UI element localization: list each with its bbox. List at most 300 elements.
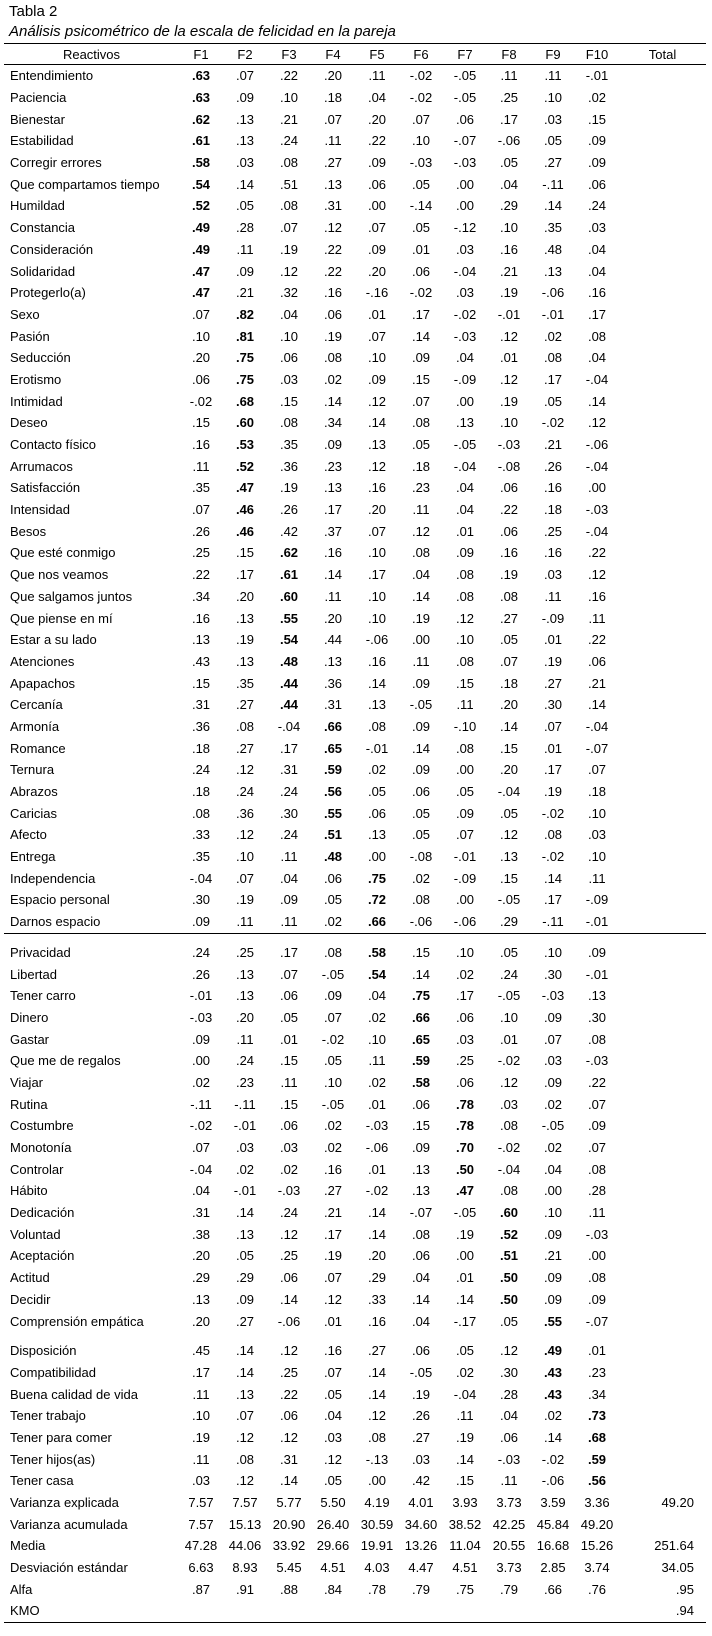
item-row — [4, 1383, 706, 1405]
total-cell — [619, 1310, 706, 1332]
loading-cell: .31 — [279, 1451, 299, 1467]
row-label: Consideración — [10, 241, 94, 257]
total-cell — [619, 867, 706, 889]
loading-cell: .10 — [279, 90, 299, 106]
loading-cell: .79 — [411, 1581, 431, 1597]
row-label: Media — [10, 1538, 46, 1554]
loading-cell: .30 — [543, 966, 563, 982]
loading-cell: .09 — [411, 350, 431, 366]
loading-cell: .14 — [411, 966, 431, 982]
total-cell — [619, 564, 706, 586]
total-cell — [619, 586, 706, 608]
loading-cell: .01 — [499, 1031, 519, 1047]
loading-cell: .31 — [191, 697, 211, 713]
loading-cell: .27 — [499, 610, 519, 626]
loading-cell: .05 — [455, 784, 475, 800]
loading-cell: .11 — [368, 68, 386, 84]
loading-cell: .05 — [235, 198, 255, 214]
item-row — [4, 434, 706, 456]
row-label: Varianza explicada — [10, 1495, 119, 1511]
total-cell — [619, 455, 706, 477]
loading-cell: 7.57 — [188, 1495, 214, 1511]
loading-cell: .48 — [543, 241, 563, 257]
loading-cell: .02 — [235, 1161, 255, 1177]
row-label: Dinero — [10, 1009, 49, 1025]
loading-cell: .07 — [323, 1364, 343, 1380]
loading-cell: -.08 — [409, 849, 433, 865]
loading-cell: .05 — [499, 805, 519, 821]
loading-cell: .62 — [191, 111, 211, 127]
item-row — [4, 239, 706, 261]
loading-cell: .07 — [411, 111, 431, 127]
loading-cell: .20 — [191, 1248, 211, 1264]
loading-cell: .00 — [455, 198, 475, 214]
loading-cell: .07 — [191, 1140, 211, 1156]
loading-cell: -.06 — [541, 1473, 565, 1489]
row-label: Entendimiento — [10, 68, 94, 84]
loading-cell: -.02 — [409, 68, 433, 84]
loading-cell: .06 — [411, 1096, 431, 1112]
loading-cell: .03 — [235, 1140, 255, 1156]
item-row — [4, 1223, 706, 1245]
loading-cell: 5.45 — [276, 1560, 302, 1576]
loading-cell: -.02 — [189, 1118, 213, 1134]
loading-cell: .03 — [323, 1429, 343, 1445]
table-number: Tabla 2 — [9, 3, 58, 20]
loading-cell: .13 — [235, 111, 255, 127]
loading-cell: .09 — [367, 371, 387, 387]
loading-cell: 49.20 — [580, 1516, 614, 1532]
loading-cell: .13 — [191, 632, 211, 648]
item-row — [4, 1137, 706, 1159]
loading-cell: .65 — [411, 1031, 431, 1047]
loading-cell: .08 — [279, 198, 299, 214]
row-label: Deseo — [10, 415, 48, 431]
loading-cell: .17 — [411, 306, 431, 322]
loading-cell: .15 — [191, 675, 211, 691]
loading-cell: .19 — [235, 632, 255, 648]
loading-cell: -.09 — [453, 870, 477, 886]
loading-cell: .04 — [587, 241, 607, 257]
item-row — [4, 867, 706, 889]
loading-cell: .10 — [411, 133, 431, 149]
loading-cell: 5.50 — [320, 1495, 346, 1511]
loading-cell: .10 — [499, 1009, 519, 1025]
loading-cell: .16 — [323, 1343, 343, 1359]
total-cell — [619, 1180, 706, 1202]
loading-cell: .15 — [455, 1473, 475, 1489]
loading-cell: .13 — [455, 415, 475, 431]
row-label: Bienestar — [10, 111, 65, 127]
loading-cell: -.04 — [453, 458, 477, 474]
row-label: Hábito — [10, 1183, 48, 1199]
loading-cell: .08 — [499, 1118, 519, 1134]
loading-cell: .06 — [279, 350, 299, 366]
row-label: Apapachos — [10, 675, 76, 691]
loading-cell: .17 — [323, 502, 343, 518]
loading-cell: .25 — [455, 1053, 475, 1069]
loading-cell: .20 — [499, 762, 519, 778]
loading-cell: .22 — [367, 133, 387, 149]
loading-cell: .75 — [235, 350, 255, 366]
item-row — [4, 607, 706, 629]
loading-cell: 20.90 — [272, 1516, 306, 1532]
loading-cell: .14 — [455, 1451, 475, 1467]
loading-cell: .20 — [323, 68, 343, 84]
total-cell — [619, 1050, 706, 1072]
loading-cell: .03 — [587, 220, 607, 236]
loading-cell: .12 — [455, 610, 475, 626]
loading-cell: .36 — [191, 718, 211, 734]
column-header: F6 — [399, 44, 443, 65]
loading-cell: .17 — [279, 740, 299, 756]
loading-cell: -.03 — [453, 155, 477, 171]
loading-cell: .78 — [455, 1118, 475, 1134]
loading-cell: 11.04 — [449, 1538, 481, 1554]
loading-cell: -.10 — [453, 718, 477, 734]
loading-cell: .12 — [235, 762, 255, 778]
loading-cell: .13 — [367, 437, 387, 453]
loading-cell: -.01 — [189, 988, 213, 1004]
loading-cell: 8.93 — [232, 1560, 258, 1576]
loading-cell: .15 — [279, 393, 299, 409]
loading-cell: .00 — [455, 762, 475, 778]
loading-cell: .08 — [367, 718, 387, 734]
loading-cell: -.02 — [541, 415, 565, 431]
loading-cell: -.07 — [585, 740, 609, 756]
loading-cell: .05 — [499, 1313, 519, 1329]
loading-cell: .12 — [499, 371, 519, 387]
loading-cell: .36 — [323, 675, 343, 691]
loading-cell: .09 — [411, 762, 431, 778]
loading-cell: .13 — [323, 480, 343, 496]
loading-cell: .11 — [588, 610, 606, 626]
row-label: Disposición — [10, 1343, 77, 1359]
item-row — [4, 282, 706, 304]
loading-cell: .08 — [455, 740, 475, 756]
loading-cell: .04 — [455, 350, 475, 366]
total-cell — [619, 152, 706, 174]
loading-cell: .19 — [235, 892, 255, 908]
total-cell: .95 — [675, 1581, 694, 1597]
loading-cell: .34 — [587, 1386, 607, 1402]
loading-cell: .07 — [499, 653, 519, 669]
loading-cell: .07 — [543, 718, 563, 734]
loading-cell: .25 — [223, 933, 267, 963]
loading-cell: .09 — [323, 437, 343, 453]
loading-cell: .26 — [279, 502, 299, 518]
loading-cell: .10 — [443, 933, 487, 963]
loading-cell: .18 — [587, 784, 607, 800]
loading-cell: -.02 — [453, 306, 477, 322]
item-row — [4, 672, 706, 694]
column-header: F4 — [311, 44, 355, 65]
loading-cell: .26 — [543, 458, 563, 474]
total-cell: 34.05 — [661, 1560, 694, 1576]
total-cell — [619, 651, 706, 673]
loading-cell: .12 — [367, 393, 387, 409]
loading-cell: -.06 — [277, 1313, 301, 1329]
loading-cell: 34.60 — [404, 1516, 438, 1532]
loading-cell: .30 — [543, 697, 563, 713]
loading-cell: .44 — [279, 697, 299, 713]
loading-cell: .00 — [367, 1473, 387, 1489]
loading-cell: .06 — [499, 523, 519, 539]
loading-cell: .32 — [279, 285, 299, 301]
total-cell — [619, 759, 706, 781]
loading-cell: .06 — [279, 988, 299, 1004]
loading-cell: .29 — [499, 198, 519, 214]
loading-cell — [311, 1600, 355, 1622]
loading-cell: .01 — [279, 1031, 299, 1047]
column-header: F10 — [575, 44, 619, 65]
loading-cell: .14 — [235, 176, 255, 192]
loading-cell: .09 — [191, 914, 211, 930]
stats-row — [4, 1492, 706, 1514]
loading-cell: .75 — [367, 870, 387, 886]
loading-cell: .25 — [279, 1248, 299, 1264]
loading-cell: .31 — [323, 697, 343, 713]
loading-cell: .19 — [455, 1226, 475, 1242]
loading-cell: 7.57 — [232, 1495, 258, 1511]
loading-cell: .14 — [587, 697, 607, 713]
loading-cell: .08 — [191, 805, 211, 821]
loading-cell: .11 — [500, 68, 518, 84]
loading-cell: -.11 — [190, 1096, 212, 1112]
loading-cell: .61 — [279, 567, 299, 583]
loading-cell: .62 — [279, 545, 299, 561]
loading-cell: .00 — [367, 849, 387, 865]
loading-cell: .18 — [191, 784, 211, 800]
loading-cell: .18 — [411, 458, 431, 474]
loading-cell: .07 — [279, 966, 299, 982]
loading-cell: .11 — [280, 1074, 298, 1090]
loading-cell: .05 — [323, 1053, 343, 1069]
loading-cell: .12 — [587, 415, 607, 431]
loading-cell: .10 — [455, 632, 475, 648]
total-cell — [619, 846, 706, 868]
loading-cell: -.07 — [585, 1313, 609, 1329]
loading-cell: .27 — [235, 697, 255, 713]
item-row — [4, 824, 706, 846]
loading-cell: .04 — [367, 988, 387, 1004]
loading-cell: -.03 — [453, 328, 477, 344]
loading-cell: 3.73 — [496, 1495, 522, 1511]
loading-cell: 15.26 — [580, 1538, 614, 1554]
loading-cell: .58 — [411, 1074, 431, 1090]
loading-cell: -.02 — [321, 1031, 345, 1047]
loading-cell: .76 — [587, 1581, 607, 1597]
loading-cell: .06 — [367, 176, 387, 192]
loading-cell — [443, 1600, 487, 1622]
loading-cell: .03 — [455, 241, 475, 257]
loading-cell: .20 — [367, 111, 387, 127]
loading-cell: .11 — [192, 1386, 210, 1402]
loading-cell: .07 — [411, 393, 431, 409]
loading-cell: .20 — [235, 1009, 255, 1025]
row-label: Voluntad — [10, 1226, 61, 1242]
loading-cell: .24 — [587, 198, 607, 214]
loading-cell: .00 — [367, 198, 387, 214]
loading-cell — [267, 1600, 311, 1622]
loading-cell: -.01 — [233, 1183, 257, 1199]
loading-cell: .24 — [235, 1053, 255, 1069]
loading-cell: .10 — [543, 1205, 563, 1221]
item-row — [4, 759, 706, 781]
total-cell — [619, 65, 706, 87]
loading-cell: .16 — [367, 653, 387, 669]
loading-cell: .08 — [411, 892, 431, 908]
item-row — [4, 802, 706, 824]
loading-cell: .15 — [191, 415, 211, 431]
loading-cell: .17 — [543, 371, 563, 387]
item-row — [4, 1245, 706, 1267]
loading-cell: .01 — [455, 1270, 475, 1286]
loading-cell: .12 — [587, 567, 607, 583]
item-row — [4, 499, 706, 521]
loading-cell: -.05 — [321, 1096, 345, 1112]
loading-cell: .19 — [499, 567, 519, 583]
loading-cell: .09 — [575, 933, 619, 963]
loading-cell: .22 — [323, 241, 343, 257]
loading-cell: .08 — [279, 155, 299, 171]
item-row — [4, 87, 706, 109]
loading-cell: .10 — [499, 415, 519, 431]
loading-cell: .14 — [235, 1364, 255, 1380]
loading-cell: .11 — [412, 502, 430, 518]
loading-cell: .23 — [323, 458, 343, 474]
total-cell — [619, 672, 706, 694]
loading-cell: .03 — [279, 1140, 299, 1156]
loading-cell: .20 — [235, 588, 255, 604]
row-label: Varianza acumulada — [10, 1516, 128, 1532]
loading-cell: 38.52 — [448, 1516, 482, 1532]
loading-cell: .70 — [455, 1140, 475, 1156]
loading-cell: .21 — [543, 437, 563, 453]
loading-cell: .15 — [411, 1118, 431, 1134]
loading-cell: 44.06 — [228, 1538, 262, 1554]
loading-cell: -.16 — [365, 285, 389, 301]
loading-cell: .08 — [587, 1270, 607, 1286]
loading-cell: .21 — [543, 1248, 563, 1264]
row-label: Que esté conmigo — [10, 545, 116, 561]
loading-cell: .46 — [235, 523, 255, 539]
total-cell — [619, 1158, 706, 1180]
loading-cell: .05 — [235, 1248, 255, 1264]
item-row — [4, 1332, 706, 1362]
loading-cell: -.01 — [585, 914, 609, 930]
loading-cell: .08 — [587, 328, 607, 344]
table-title: Análisis psicométrico de la escala de felicidad en la pareja — [9, 23, 396, 40]
item-row — [4, 520, 706, 542]
loading-cell: .06 — [367, 805, 387, 821]
loading-cell: .13 — [235, 988, 255, 1004]
row-label: Humildad — [10, 198, 65, 214]
loading-cell: -.05 — [321, 966, 345, 982]
loading-cell: .78 — [367, 1581, 387, 1597]
loading-cell: 16.68 — [536, 1538, 570, 1554]
loading-cell: .05 — [411, 437, 431, 453]
loading-cell: .02 — [587, 90, 607, 106]
loading-cell: .11 — [412, 653, 430, 669]
row-label: Que piense en mí — [10, 610, 113, 626]
loading-cell: .12 — [235, 827, 255, 843]
loading-cell: .03 — [499, 1096, 519, 1112]
loading-cell: .42 — [411, 1473, 431, 1489]
loading-cell: .12 — [235, 1429, 255, 1445]
loading-cell: .66 — [543, 1581, 563, 1597]
total-cell — [619, 1383, 706, 1405]
item-row — [4, 477, 706, 499]
loading-cell: .02 — [323, 1140, 343, 1156]
loading-cell: .01 — [367, 1161, 387, 1177]
total-cell — [619, 304, 706, 326]
total-cell — [619, 369, 706, 391]
loading-cell: .66 — [367, 914, 387, 930]
loading-cell: 30.59 — [360, 1516, 394, 1532]
loading-cell: .02 — [367, 762, 387, 778]
total-cell — [619, 87, 706, 109]
loading-cell: .02 — [279, 1161, 299, 1177]
loading-cell: .11 — [236, 241, 254, 257]
loading-cell: .03 — [455, 1031, 475, 1047]
row-label: Alfa — [10, 1581, 33, 1597]
loading-cell: .15 — [279, 1053, 299, 1069]
loading-cell: .08 — [455, 588, 475, 604]
loading-cell: .15 — [499, 870, 519, 886]
loading-cell: .08 — [279, 415, 299, 431]
item-row — [4, 629, 706, 651]
item-row — [4, 1202, 706, 1224]
loading-cell: .66 — [323, 718, 343, 734]
loading-cell: .38 — [191, 1226, 211, 1242]
loading-cell: .81 — [235, 328, 255, 344]
loading-cell: .18 — [323, 90, 343, 106]
loading-cell: .06 — [323, 870, 343, 886]
loading-cell: .24 — [499, 966, 519, 982]
total-cell — [619, 477, 706, 499]
row-label: Buena calidad de vida — [10, 1386, 138, 1402]
loading-cell: .05 — [543, 133, 563, 149]
total-cell — [619, 282, 706, 304]
column-header: F2 — [223, 44, 267, 65]
loading-cell: .05 — [411, 176, 431, 192]
loading-cell: .27 — [323, 155, 343, 171]
loading-cell: .04 — [499, 176, 519, 192]
loading-cell: .20 — [367, 263, 387, 279]
loading-cell: -.04 — [585, 371, 609, 387]
item-row — [4, 737, 706, 759]
loading-cell: -.06 — [453, 914, 477, 930]
loading-cell: .12 — [279, 1343, 299, 1359]
loading-cell: .13 — [323, 653, 343, 669]
loading-cell: .16 — [543, 480, 563, 496]
row-label: Darnos espacio — [10, 914, 101, 930]
loading-cell: .19 — [543, 784, 563, 800]
loading-cell: .10 — [367, 545, 387, 561]
loading-cell: .09 — [411, 675, 431, 691]
row-label: Costumbre — [10, 1118, 74, 1134]
loading-cell: .35 — [235, 675, 255, 691]
loading-cell: 3.59 — [540, 1495, 566, 1511]
row-label: Libertad — [10, 966, 57, 982]
total-cell: .94 — [619, 1600, 706, 1622]
loading-cell: .10 — [279, 328, 299, 344]
loading-cell: -.04 — [277, 718, 301, 734]
item-row — [4, 195, 706, 217]
loading-cell: .12 — [411, 523, 431, 539]
loading-cell: .15 — [411, 371, 431, 387]
